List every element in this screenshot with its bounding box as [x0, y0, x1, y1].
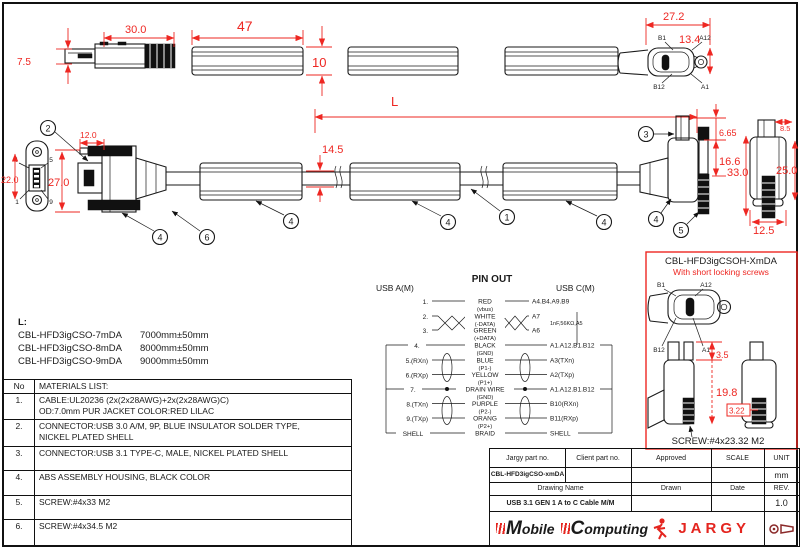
pinout-title: PIN OUT — [471, 274, 513, 285]
dim-3-22-label: 3.22 — [729, 406, 745, 416]
title-block — [489, 448, 800, 547]
callout-1-number: 1 — [504, 212, 510, 223]
materials-desc-line: CABLE:UL20236 (2x(2x28AWG)+2x(2x28AWG)C) — [39, 395, 229, 405]
variant-screw-spec: SCREW:#4x23.32 M2 — [671, 436, 765, 447]
callout-6 — [172, 211, 215, 245]
dim-plug-height — [17, 28, 72, 84]
materials-no-header: No — [4, 380, 35, 393]
third-angle-projection-icon — [768, 521, 796, 537]
scale-value — [711, 467, 765, 483]
variant-side-view-left — [648, 342, 694, 428]
variant-pin-b12: B12 — [653, 347, 665, 354]
pinout-signal: (-DATA) — [474, 322, 496, 328]
brand-jargy: JARGY — [678, 520, 750, 537]
usb-a-face-view — [26, 141, 48, 211]
pinout-right-header: USB C(M) — [556, 283, 595, 293]
part-length: 7000mm±50mm — [140, 330, 209, 341]
usb-c-right-angle-connector — [640, 116, 709, 214]
materials-row-desc — [35, 420, 300, 446]
dim-13-4-label: 13.4 — [679, 34, 701, 46]
dim-27-2-label: 27.2 — [663, 11, 685, 23]
callout-4-number: 4 — [653, 214, 659, 225]
dim-6-65-label: 6.65 — [719, 128, 737, 138]
unit-label: UNIT — [764, 449, 799, 468]
variant-title: CBL-HFD3igCSOH-XmDA — [665, 256, 777, 267]
length-options-list — [18, 316, 258, 368]
materials-desc-line: CONNECTOR:USB 3.0 A/M, 9P, BLUE INSULATOR SOLDER TYPE, — [39, 421, 300, 431]
pinout-wire: WHITE — [474, 313, 496, 321]
part-number: CBL-HFD3igCSO-9mDA — [18, 356, 122, 367]
variant-dims — [696, 342, 758, 424]
dim-25-label: 25.0 — [776, 165, 798, 177]
rev-label: REV. — [764, 482, 799, 496]
materials-row — [4, 471, 351, 496]
materials-row-desc — [35, 394, 229, 419]
approved-label: Approved — [631, 449, 712, 468]
materials-desc-line: NICKEL PLATED SHELL — [39, 432, 134, 442]
materials-row — [4, 496, 351, 520]
usb-a-overmold — [78, 146, 200, 212]
dim-10-label: 10 — [312, 55, 327, 70]
dim-cable-od — [306, 144, 343, 202]
dim-ferrite-length — [192, 18, 303, 45]
dim-30-label: 30.0 — [125, 24, 147, 36]
materials-row — [4, 447, 351, 471]
materials-desc-line: OD:7.0mm PUR JACKET COLOR:RED LILAC — [39, 406, 215, 416]
jargy-part-no-value: CBL-HFD3igCSO-xmDA — [490, 467, 566, 483]
pinout-wire: GREEN — [473, 327, 497, 335]
pinout-target: A1.A12.B1.B12 — [550, 386, 595, 394]
pinout-target: A7 — [532, 313, 540, 321]
callout-4-number: 4 — [601, 217, 607, 228]
client-part-no-value — [565, 467, 632, 483]
pinout-signal: (P1-) — [478, 366, 492, 372]
dim-3-5-label: 3.5 — [716, 350, 729, 360]
logo-speed-lines-icon — [496, 523, 505, 534]
logo-speed-lines-icon — [561, 523, 570, 534]
length-list-label: L: — [18, 317, 27, 328]
pinout-signal: (P2-) — [478, 409, 492, 416]
usb-c-plug-front-view — [618, 48, 707, 76]
callout-4-number: 4 — [157, 232, 163, 243]
dim-27-label: 27.0 — [48, 177, 70, 189]
part-number: CBL-HFD3igCSO-7mDA — [18, 330, 122, 341]
length-row — [18, 329, 258, 342]
materials-row — [4, 394, 351, 420]
drawn-label: Drawn — [631, 482, 712, 496]
materials-row-desc: ABS ASSEMBLY HOUSING, BLACK COLOR — [39, 472, 211, 482]
dim-total-length — [315, 94, 697, 133]
jargy-part-no-label: Jargy part no. — [490, 449, 566, 468]
ferrite-bead-top-3 — [505, 47, 618, 75]
materials-title: MATERIALS LIST: — [39, 381, 109, 391]
pinout-pin: 7. — [410, 387, 416, 394]
callout-2-number: 2 — [45, 123, 51, 134]
face-pin-4: 4 — [14, 157, 18, 164]
pinout-wire: BLUE — [476, 357, 494, 365]
logo-word-mobile: Mobile — [506, 517, 555, 539]
drawn-value — [631, 495, 712, 512]
callout-6-number: 6 — [204, 232, 210, 243]
materials-row-no: 5. — [4, 496, 35, 519]
variant-pin-b1: B1 — [657, 282, 665, 289]
part-number: CBL-HFD3igCSO-8mDA — [18, 343, 122, 354]
length-row — [18, 342, 258, 355]
variant-subtitle: With short locking screws — [673, 267, 769, 277]
pinout-pin: 3. — [422, 328, 428, 335]
pinout-wire: DRAIN WIRE — [465, 386, 505, 394]
pinout-pin: 1. — [422, 299, 428, 306]
pinout-signal: (P2+) — [477, 424, 493, 430]
pinout-target: A6 — [532, 327, 540, 335]
callout-4-right-housing — [649, 199, 672, 227]
pinout-signal: (GND) — [476, 351, 494, 357]
materials-row-desc: SCREW:#4x34.5 M2 — [39, 521, 118, 531]
pinout-pin: SHELL — [402, 431, 424, 438]
pinout-wire: BRAID — [475, 430, 495, 438]
dim-ferrite-height — [306, 26, 332, 96]
variant-pin-a12: A12 — [700, 282, 712, 289]
callout-4-ferrite-1 — [256, 201, 299, 229]
variant-panel — [646, 252, 797, 449]
pinout-wire: BLACK — [474, 342, 496, 350]
pinout-wire-labels — [403, 295, 595, 438]
materials-row-desc: CONNECTOR:USB 3.1 TYPE-C, MALE, NICKEL PLATED SHELL — [39, 448, 289, 458]
callout-5 — [674, 212, 700, 238]
materials-row-no: 2. — [4, 420, 35, 446]
drawing-name-label: Drawing Name — [490, 482, 632, 496]
pinout-diagram — [376, 274, 612, 438]
unit-value: mm — [764, 467, 799, 483]
dim-12-label: 12.0 — [80, 130, 97, 140]
dim-7-5-label: 7.5 — [17, 57, 31, 68]
logo-word-computing: Computing — [570, 517, 648, 539]
pinout-wire: PURPLE — [471, 401, 499, 408]
length-row — [18, 355, 258, 368]
materials-header-row — [4, 380, 351, 394]
variant-pin-a1: A1 — [702, 347, 710, 354]
callout-4-ferrite-3 — [566, 201, 612, 230]
pinout-signal: (+DATA) — [474, 336, 496, 342]
pinout-pin: 9.(TXp) — [406, 416, 428, 423]
materials-row-no: 1. — [4, 394, 35, 419]
dim-22-label: 22.0 — [1, 175, 19, 185]
date-value — [711, 495, 765, 512]
dim-14-5-label: 14.5 — [322, 144, 344, 156]
pin-label-b12: B12 — [653, 84, 665, 91]
pinout-wire: ORANG — [473, 415, 497, 423]
materials-row-no: 3. — [4, 447, 35, 470]
projection-symbol-cell — [764, 511, 799, 546]
pinout-pin: 5.(RXn) — [405, 358, 428, 365]
dim-8-5-label: 8.5 — [780, 124, 791, 133]
materials-row — [4, 520, 351, 545]
pinout-signal: (P1+) — [477, 380, 493, 387]
pinout-target: SHELL — [550, 430, 571, 438]
variant-usb-c-front-view — [648, 282, 731, 354]
part-length: 8000mm±50mm — [140, 343, 209, 354]
pinout-pin: 8.(TXn) — [406, 401, 428, 409]
rev-value: 1.0 — [764, 495, 799, 512]
date-label: Date — [711, 482, 765, 496]
materials-row-no: 6. — [4, 520, 35, 545]
scale-label: SCALE — [711, 449, 765, 468]
drawing-name-value: USB 3.1 GEN 1 A to C Cable M/M — [490, 495, 632, 512]
materials-list-table — [3, 379, 352, 547]
pinout-pin: 2. — [422, 314, 428, 321]
cable-ferrite-run — [200, 163, 640, 200]
pinout-wire: YELLOW — [471, 372, 499, 379]
pinout-wire: RED — [478, 298, 492, 306]
part-length: 9000mm±50mm — [140, 356, 209, 367]
approved-value — [631, 467, 712, 483]
pinout-signal: (vbus) — [476, 307, 494, 313]
face-pin-5: 5 — [49, 157, 53, 164]
face-pin-9: 9 — [49, 199, 53, 206]
callout-4-housing — [122, 213, 168, 245]
ferrite-bead-top-2 — [348, 47, 458, 75]
pinout-cc-note: 1nF,56KΩ,A5 — [550, 321, 583, 327]
pin-label-b1: B1 — [658, 35, 666, 42]
pinout-target: A4.B4.A9.B9 — [532, 298, 570, 306]
dim-16-6-label: 16.6 — [719, 156, 741, 168]
dim-47-label: 47 — [237, 18, 253, 34]
materials-row — [4, 420, 351, 447]
pinout-target: A3(TXn) — [550, 357, 575, 365]
pinout-left-header: USB A(M) — [376, 283, 414, 293]
callout-4-number: 4 — [288, 216, 294, 227]
pin-label-a12: A12 — [699, 35, 711, 42]
face-pin-1: 1 — [15, 199, 19, 206]
pinout-pin: 4. — [414, 343, 420, 350]
ferrite-bead-top-1 — [192, 47, 303, 75]
callout-3-number: 3 — [643, 129, 649, 140]
callout-4-ferrite-2 — [412, 201, 456, 230]
dim-12-5-label: 12.5 — [753, 225, 775, 237]
callout-3 — [639, 127, 675, 142]
materials-row-no: 4. — [4, 471, 35, 495]
pin-label-a1: A1 — [701, 84, 709, 91]
callout-4-number: 4 — [445, 217, 451, 228]
dim-l-label: L — [391, 94, 399, 109]
pinout-target: A1.A12.B1.B12 — [550, 342, 595, 350]
dim-33-label: 33.0 — [727, 167, 749, 179]
dim-19-8-label: 19.8 — [716, 387, 738, 399]
callout-5-number: 5 — [678, 225, 684, 236]
logo-strip — [490, 511, 765, 546]
materials-row-desc: SCREW:#4x33 M2 — [39, 497, 111, 507]
client-part-no-label: Client part no. — [565, 449, 632, 468]
pinout-target: B11(RXp) — [550, 415, 579, 423]
pinout-signal: (GND) — [476, 395, 494, 401]
running-man-icon — [650, 517, 668, 541]
pinout-pin: 6.(RXp) — [405, 372, 428, 380]
pinout-target: A2(TXp) — [550, 372, 575, 379]
usb-a-plug-side-view — [65, 42, 175, 68]
pinout-target: B10(RXn) — [550, 401, 579, 408]
callout-1 — [471, 189, 515, 225]
